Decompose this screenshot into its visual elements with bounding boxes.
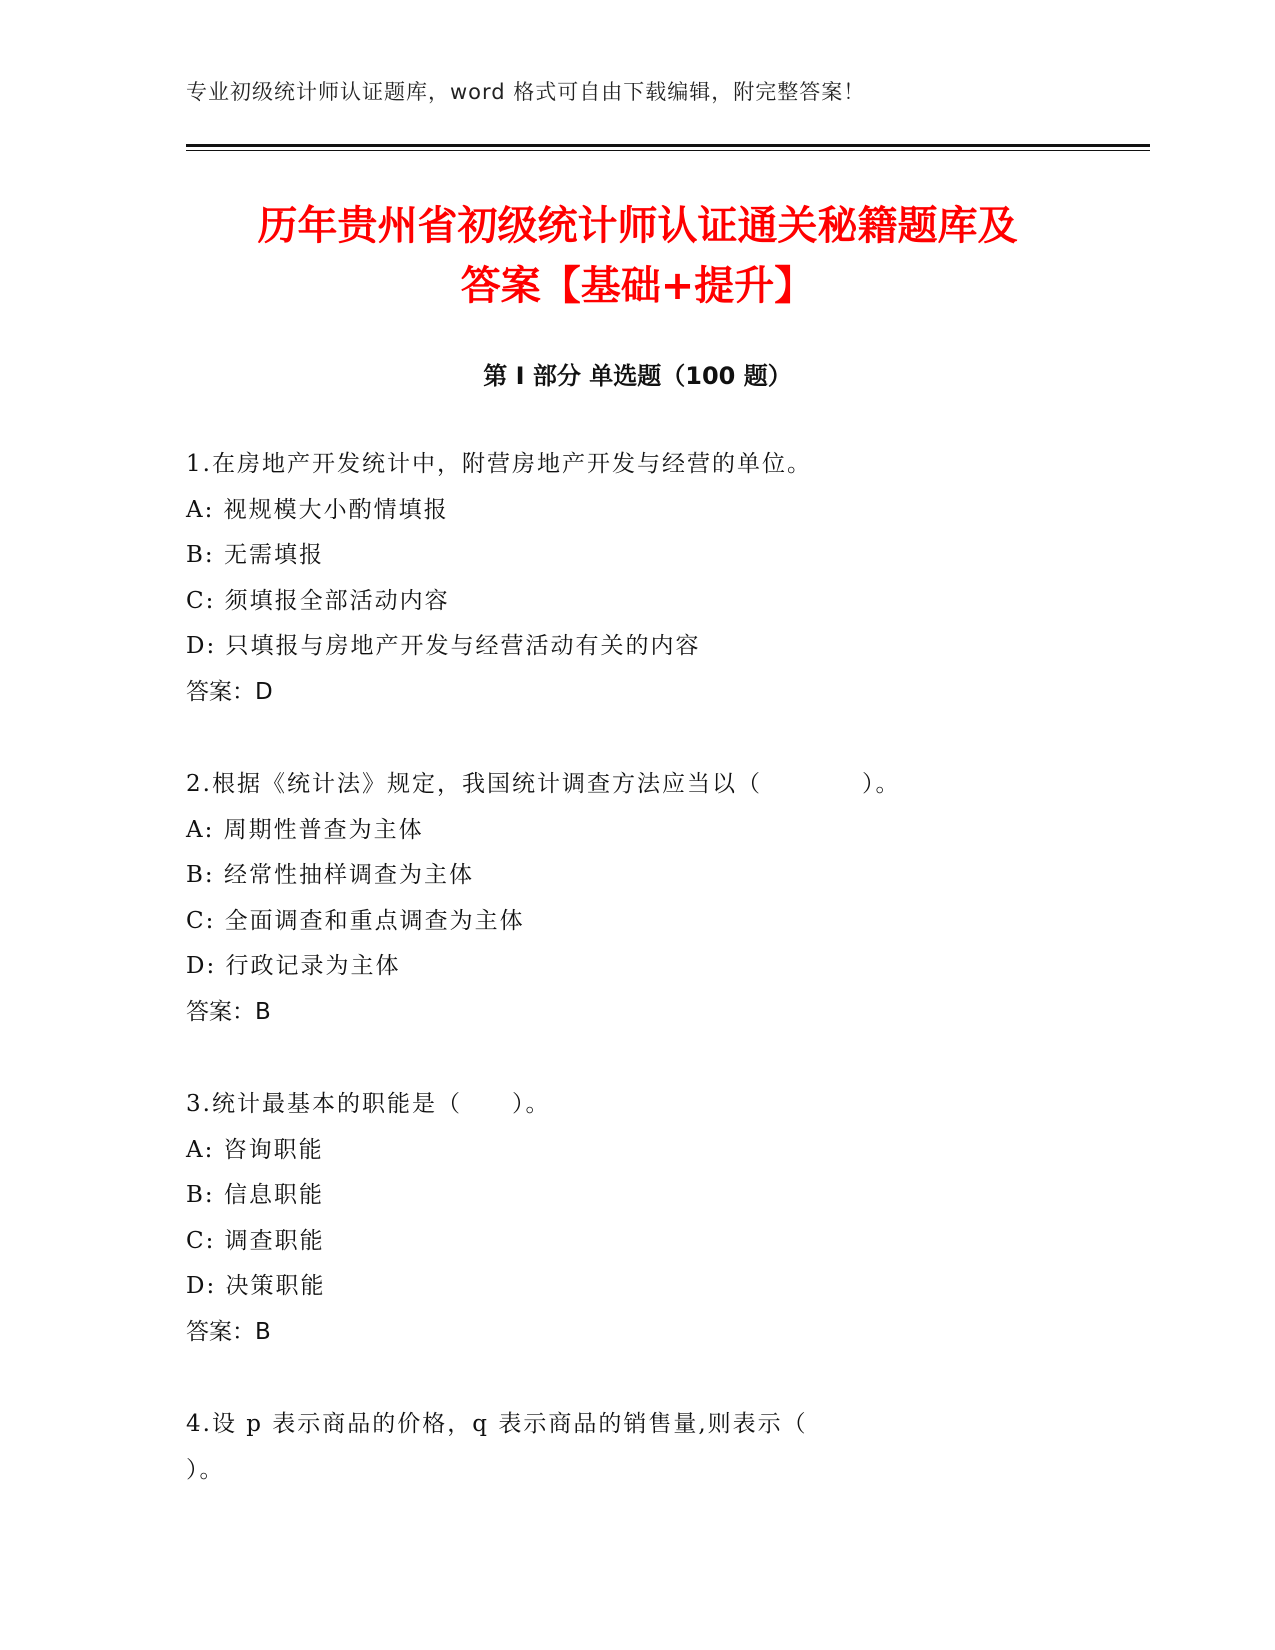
option-d: D: 决策职能 <box>186 1273 326 1299</box>
question-3 <box>186 1082 1086 1355</box>
option-d: D: 行政记录为主体 <box>186 953 401 979</box>
answer-line: 答案：B <box>186 998 271 1025</box>
question-stem-line-1: 4.设 p 表示商品的价格，q 表示商品的销售量,则表示（ <box>186 1411 808 1437</box>
option-c: C: 调查职能 <box>186 1227 325 1254</box>
question-stem-line-2: ）。 <box>186 1456 225 1483</box>
header-rule-thick <box>186 144 1150 147</box>
question-stem: 3.统计最基本的职能是（ ）。 <box>186 1091 551 1117</box>
question-1 <box>186 442 1086 715</box>
option-a: A: 视规模大小酌情填报 <box>186 496 449 523</box>
option-c: C: 全面调查和重点调查为主体 <box>186 907 525 934</box>
option-c: C: 须填报全部活动内容 <box>186 587 450 614</box>
question-4 <box>186 1402 1086 1493</box>
section-heading: 第 I 部分 单选题（100 题） <box>483 362 792 390</box>
option-b: B: 经常性抽样调查为主体 <box>186 862 474 888</box>
option-b: B: 信息职能 <box>186 1182 324 1208</box>
header-rule-thin <box>186 150 1150 151</box>
option-a: A: 周期性普查为主体 <box>186 816 424 843</box>
question-2 <box>186 762 1086 1035</box>
header-note: 专业初级统计师认证题库，word 格式可自由下载编辑，附完整答案！ <box>186 80 866 104</box>
document-title-line-1: 历年贵州省初级统计师认证通关秘籍题库及 <box>257 203 1018 249</box>
question-stem: 2.根据《统计法》规定，我国统计调查方法应当以（ ）。 <box>186 771 901 797</box>
document-title-line-2: 答案【基础+提升】 <box>460 263 815 309</box>
question-list <box>186 442 1086 1540</box>
option-b: B: 无需填报 <box>186 542 324 568</box>
answer-line: 答案：B <box>186 1318 271 1345</box>
option-a: A: 咨询职能 <box>186 1136 324 1163</box>
question-stem: 1.在房地产开发统计中，附营房地产开发与经营的单位。 <box>186 451 812 477</box>
document-title <box>150 196 1125 316</box>
option-d: D: 只填报与房地产开发与经营活动有关的内容 <box>186 633 701 659</box>
answer-line: 答案：D <box>186 678 273 705</box>
